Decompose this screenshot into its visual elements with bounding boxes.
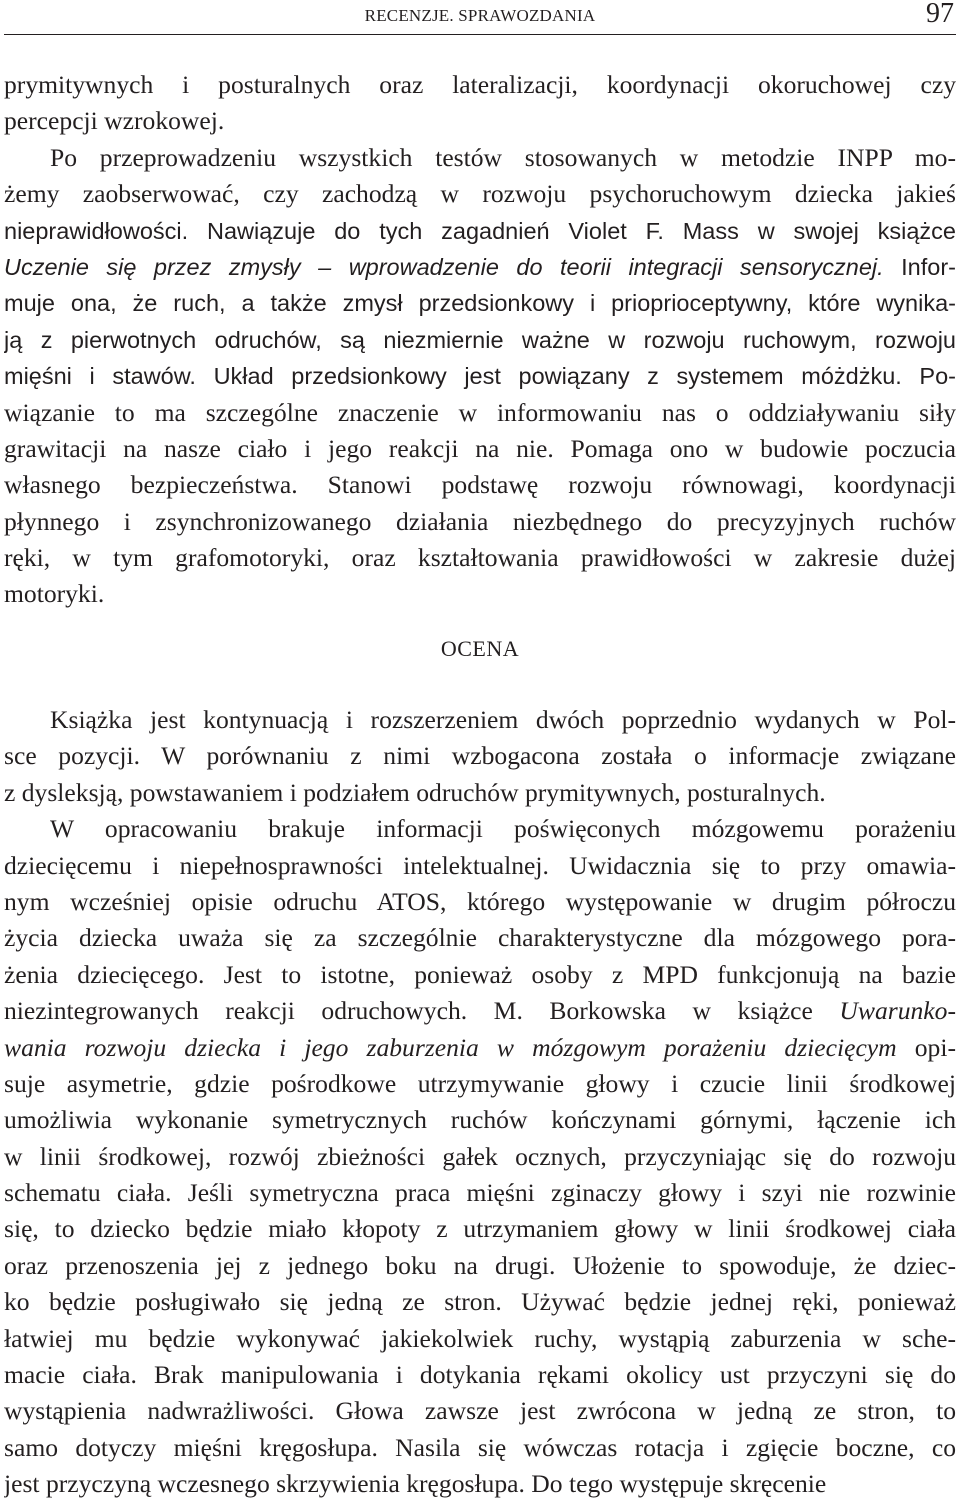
text-segment: wiązanie to ma szczególne znaczenie w informowaniu nas o oddziaływaniu siły bbox=[4, 397, 956, 427]
body-section-2 bbox=[4, 702, 956, 1503]
text-line bbox=[4, 395, 956, 431]
text-line bbox=[4, 322, 956, 358]
text-segment: własnego bezpieczeństwa. Stanowi podstawę rozwoju równowagi, koordynacji bbox=[4, 470, 956, 500]
text-line bbox=[4, 213, 956, 249]
text-segment: nieprawidłowości. Nawiązuje do tych zagadnień Violet F. Mass w swojej książce bbox=[4, 217, 956, 244]
text-line bbox=[4, 1102, 956, 1138]
text-segment: z dysleksją, powstawaniem i podziałem odruchów prymitywnych, posturalnych. bbox=[4, 777, 826, 807]
text-line bbox=[4, 775, 956, 811]
text-line bbox=[4, 1066, 956, 1102]
running-title: RECENZJE. SPRAWOZDANIA bbox=[364, 6, 596, 25]
text-line bbox=[4, 176, 956, 212]
italic-title-text: Uwarunko- bbox=[839, 996, 956, 1026]
text-line bbox=[4, 957, 956, 993]
text-line bbox=[4, 103, 956, 139]
text-segment: żemy zaobserwować, czy zachodzą w rozwoju psychoruchowym dziecka jakieś bbox=[4, 179, 956, 209]
text-line bbox=[4, 1211, 956, 1247]
text-segment: W opracowaniu brakuje informacji poświęconych mózgowemu porażeniu bbox=[50, 814, 956, 844]
text-line bbox=[4, 1393, 956, 1429]
text-segment: samo dotyczy mięśni kręgosłupa. Nasila się wówczas rotacja i zgięcie boczne, co bbox=[4, 1432, 956, 1462]
text-segment: grawitacji na nasze ciało i jego reakcji na nie. Pomaga ono w budowie poczucia bbox=[4, 433, 956, 463]
text-segment: żenia dziecięcego. Jest to istotne, ponieważ osoby z MPD funkcjonują na bazie bbox=[4, 959, 956, 989]
text-line bbox=[4, 1357, 956, 1393]
text-line bbox=[4, 811, 956, 847]
text-line bbox=[4, 576, 956, 612]
text-segment: Książka jest kontynuacją i rozszerzeniem dwóch poprzednio wydanych w Pol- bbox=[50, 705, 956, 734]
page-number: 97 bbox=[926, 0, 954, 29]
text-segment: łatwiej mu będzie wykonywać jakiekolwiek ruchy, wystąpią zaburzenia w sche- bbox=[4, 1323, 956, 1353]
text-segment: schematu ciała. Jeśli symetryczna praca mięśni zginaczy głowy i szyi nie rozwinie bbox=[4, 1178, 956, 1208]
text-line bbox=[4, 1139, 956, 1175]
text-line bbox=[4, 848, 956, 884]
text-segment: motoryki. bbox=[4, 579, 105, 609]
italic-title-text: Uczenie się przez zmysły – wprowadzenie do teorii integracji sensorycznej. bbox=[4, 253, 884, 280]
text-line bbox=[4, 1175, 956, 1211]
text-line bbox=[4, 140, 956, 176]
text-segment: życia dziecka uważa się za szczególnie charakterystyczne dla mózgowego pora- bbox=[4, 923, 956, 953]
text-segment: w linii środkowej, rozwój zbieżności gałek ocznych, przyczyniając się do rozwoju bbox=[4, 1141, 956, 1171]
text-segment: Infor- bbox=[883, 253, 956, 280]
body-section-1 bbox=[4, 67, 956, 613]
text-segment: sce pozycji. W porównaniu z nimi wzbogacona została o informacje związane bbox=[4, 741, 956, 771]
text-segment: ręki, w tym grafomotoryki, oraz kształtowania prawidłowości w zakresie dużej bbox=[4, 543, 956, 573]
text-line bbox=[4, 1030, 956, 1066]
text-line bbox=[4, 738, 956, 774]
text-segment: wystąpienia nadwrażliwości. Głowa zawsze jest zwrócona w jedną ze stron, to bbox=[4, 1396, 956, 1426]
text-segment: ją z pierwotnych odruchów, są niezmiernie ważne w rozwoju ruchowym, rozwoju bbox=[4, 326, 956, 353]
text-segment: opi- bbox=[896, 1032, 956, 1062]
text-line bbox=[4, 1466, 956, 1502]
italic-title-text: wania rozwoju dziecka i jego zaburzenia w mózgowym porażeniu dziecięcym bbox=[4, 1032, 897, 1062]
text-segment: mięśni i stawów. Układ przedsionkowy jest powiązany z systemem móżdżku. Po- bbox=[4, 363, 956, 390]
text-segment: macie ciała. Brak manipulowania i dotykania rękami okolicy ust przyczyni się do bbox=[4, 1360, 956, 1390]
text-line bbox=[4, 431, 956, 467]
text-segment: niezintegrowanych reakcji odruchowych. M. Borkowska w książce bbox=[4, 996, 840, 1026]
text-segment: umożliwia wykonanie symetrycznych ruchów kończynami górnymi, łączenie ich bbox=[4, 1105, 956, 1135]
text-line bbox=[4, 1248, 956, 1284]
text-line bbox=[4, 1284, 956, 1320]
text-line bbox=[4, 702, 956, 738]
text-line bbox=[4, 285, 956, 321]
text-segment: się, to dziecko będzie miało kłopoty z utrzymaniem głowy w linii środkowej ciała bbox=[4, 1214, 956, 1244]
text-line bbox=[4, 993, 956, 1029]
text-segment: dziecięcemu i niepełnosprawności intelektualnej. Uwidacznia się to przy omawia- bbox=[4, 850, 956, 880]
text-line bbox=[4, 67, 956, 103]
text-segment: prymitywnych i posturalnych oraz lateralizacji, koordynacji okoruchowej czy bbox=[4, 70, 956, 99]
text-line bbox=[4, 920, 956, 956]
text-line bbox=[4, 249, 956, 285]
text-segment: ko będzie posługiwało się jedną ze stron. Używać będzie jednej ręki, ponieważ bbox=[4, 1287, 956, 1317]
text-line bbox=[4, 1321, 956, 1357]
text-line bbox=[4, 504, 956, 540]
section-heading: OCENA bbox=[440, 636, 520, 661]
text-segment: suje asymetrie, gdzie pośrodkowe utrzymywanie głowy i czucie linii środkowej bbox=[4, 1068, 956, 1098]
text-segment: nym wcześniej opisie odruchu ATOS, którego występowanie w drugim półroczu bbox=[4, 886, 956, 916]
text-line bbox=[4, 540, 956, 576]
text-segment: Po przeprowadzeniu wszystkich testów stosowanych w metodzie INPP mo- bbox=[50, 142, 956, 172]
running-header bbox=[4, 0, 956, 35]
text-line bbox=[4, 467, 956, 503]
text-line bbox=[4, 884, 956, 920]
text-segment: oraz przenoszenia jej z jednego boku na drugi. Ułożenie to spowoduje, że dziec- bbox=[4, 1250, 956, 1280]
text-segment: percepcji wzrokowej. bbox=[4, 106, 225, 136]
text-line bbox=[4, 358, 956, 394]
text-segment: muje ona, że ruch, a także zmysł przedsionkowy i prioprioceptywny, które wynika- bbox=[4, 290, 956, 317]
text-segment: płynnego i zsynchronizowanego działania niezbędnego do precyzyjnych ruchów bbox=[4, 506, 956, 536]
text-segment: jest przyczyną wczesnego skrzywienia kręgosłupa. Do tego występuje skręcenie bbox=[4, 1469, 827, 1499]
text-line bbox=[4, 1430, 956, 1466]
